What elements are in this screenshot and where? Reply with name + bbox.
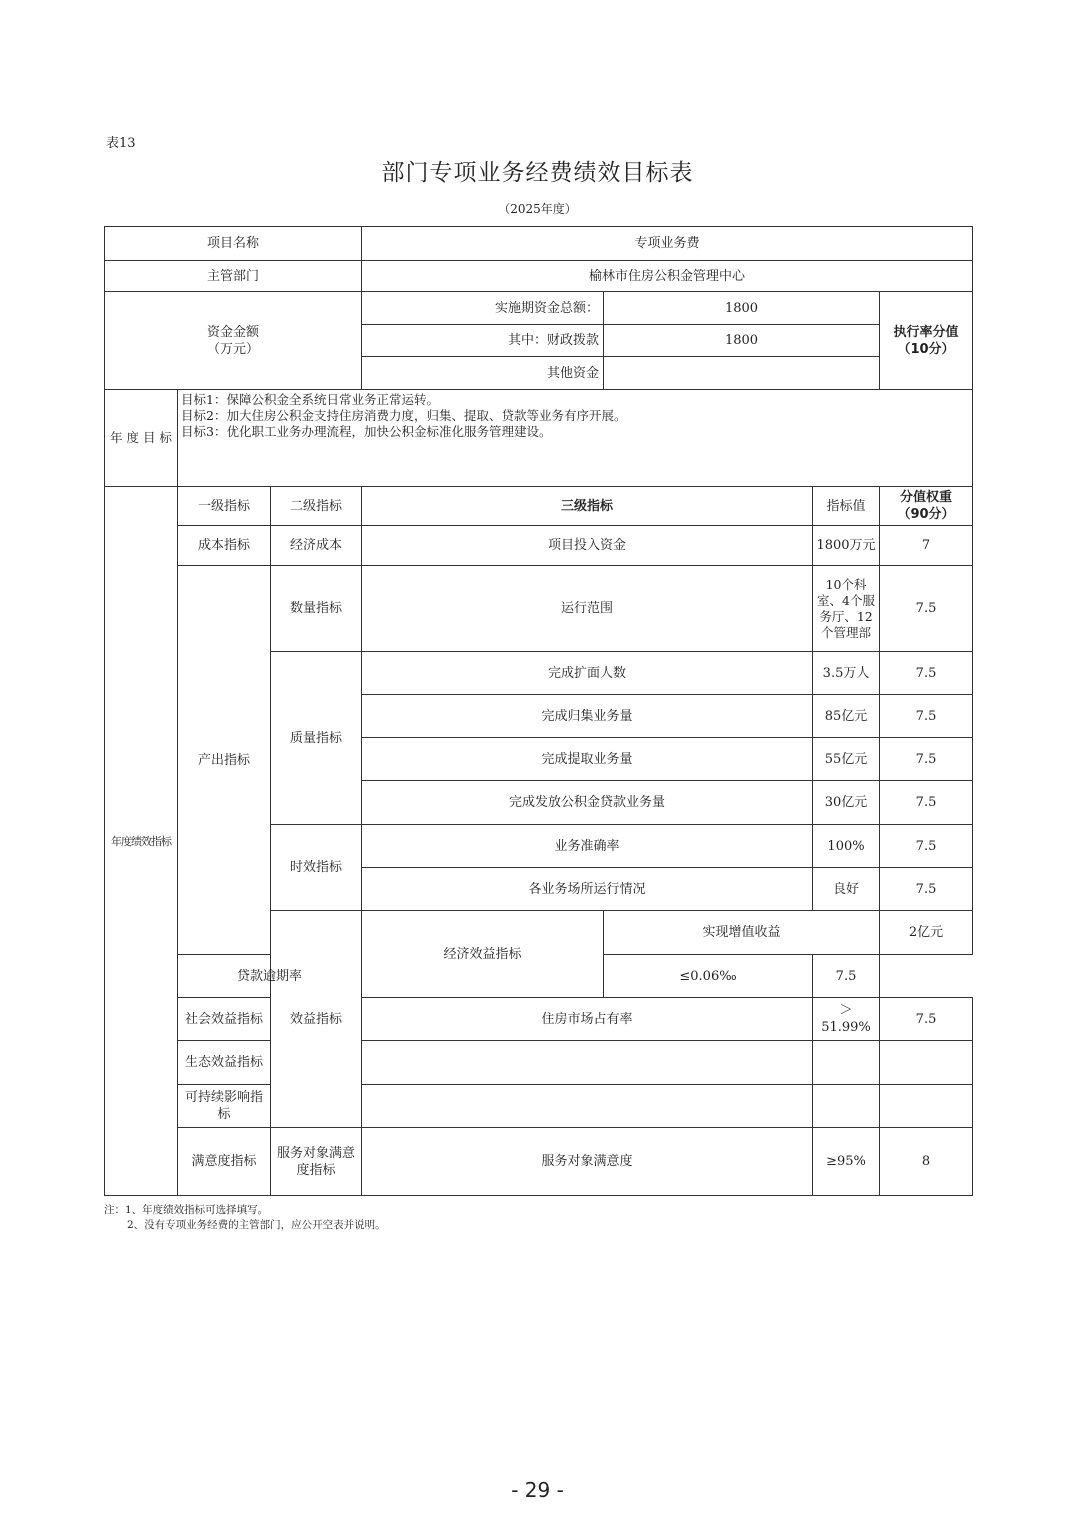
indicator-name: 完成发放公积金贷款业务量: [362, 781, 813, 825]
table-number-label: 表13: [106, 136, 136, 151]
project-name-value: 专项业务费: [362, 227, 973, 261]
indicator-weight: 7.5: [880, 868, 973, 911]
execution-rate-score-line1: 执行率分值: [893, 324, 959, 340]
project-name-label: 项目名称: [105, 227, 362, 261]
indicator-name: 完成归集业务量: [362, 695, 813, 738]
funds-fiscal-label: 其中：财政拨款: [362, 325, 604, 357]
level1-benefit: 效益指标: [271, 911, 362, 1128]
funds-label-line1: 资金金额: [207, 324, 260, 340]
project-name-row: [105, 227, 973, 261]
indicator-weight: [880, 1041, 973, 1085]
table-row: [105, 1128, 973, 1196]
annual-goals-row: [105, 390, 973, 487]
indicator-weight: 7.5: [880, 695, 973, 738]
execution-rate-score-line2: （10分）: [897, 341, 955, 357]
level2-service-satisfaction: 服务对象满意度指标: [271, 1128, 362, 1196]
indicator-value: [813, 1085, 880, 1128]
indicator-weight: 8: [880, 1128, 973, 1196]
indicator-value: [813, 1041, 880, 1085]
indicator-value: 2亿元: [880, 911, 973, 955]
level2-economic-benefit: 经济效益指标: [362, 911, 604, 998]
note-line-2: 2、没有专项业务经费的主管部门，应公开空表并说明。: [127, 1219, 386, 1231]
indicator-weight: 7.5: [880, 738, 973, 781]
indicator-value: ＞51.99%: [813, 998, 880, 1041]
level1-satisfaction: 满意度指标: [178, 1128, 271, 1196]
funds-fiscal-value: 1800: [604, 325, 880, 357]
header-level2: 二级指标: [271, 487, 362, 526]
indicator-name: 住房市场占有率: [362, 998, 813, 1041]
indicator-weight: 7.5: [880, 998, 973, 1041]
table-row: [105, 1085, 973, 1128]
indicator-name: 完成扩面人数: [362, 652, 813, 695]
funds-other-value: [604, 357, 880, 390]
execution-rate-score: [880, 292, 973, 390]
header-value: 指标值: [813, 487, 880, 526]
indicator-name: 项目投入资金: [362, 526, 813, 566]
department-row: [105, 261, 973, 292]
header-level1: 一级指标: [178, 487, 271, 526]
indicator-value: 85亿元: [813, 695, 880, 738]
level2-eco-benefit: 生态效益指标: [178, 1041, 271, 1085]
header-weight: [880, 487, 973, 526]
level2-sustainable: 可持续影响指标: [178, 1085, 271, 1128]
annual-goals-text: [178, 390, 973, 487]
department-label: 主管部门: [105, 261, 362, 292]
table-row: [105, 1041, 973, 1085]
indicator-value: 良好: [813, 868, 880, 911]
funds-total-value: 1800: [604, 292, 880, 325]
page-title: 部门专项业务经费绩效目标表: [381, 160, 694, 186]
department-value: 榆林市住房公积金管理中心: [362, 261, 973, 292]
header-weight-line1: 分值权重: [900, 490, 953, 505]
annual-goal-3: 目标3：优化职工业务办理流程，加快公积金标准化服务管理建设。: [181, 424, 552, 439]
indicator-name: 服务对象满意度: [362, 1128, 813, 1196]
funds-label: [105, 292, 362, 390]
note-line-1: 注：1、年度绩效指标可选择填写。: [104, 1204, 269, 1216]
indicator-weight: 7.5: [813, 955, 880, 998]
header-level3: 三级指标: [362, 487, 813, 526]
performance-goal-table: [104, 226, 973, 1196]
fiscal-year: （2025年度）: [498, 202, 577, 216]
indicator-weight: 7.5: [880, 781, 973, 825]
level2-timeliness: 时效指标: [271, 825, 362, 911]
indicator-value: ≤0.06‰: [604, 955, 813, 998]
level1-output: 产出指标: [178, 566, 271, 955]
annual-goals-label: 年 度 目 标: [105, 390, 178, 487]
indicator-name: 运行范围: [362, 566, 813, 652]
indicator-value: ≥95%: [813, 1128, 880, 1196]
indicator-weight: 7: [880, 526, 973, 566]
indicator-weight: 7.5: [880, 566, 973, 652]
level1-cost: 成本指标: [178, 526, 271, 566]
funds-total-label: 实施期资金总额：: [362, 292, 604, 325]
indicator-name: 贷款逾期率: [178, 955, 362, 998]
indicator-value: 100%: [813, 825, 880, 868]
indicator-weight: 7.5: [880, 825, 973, 868]
funds-label-line2: （万元）: [207, 341, 260, 357]
indicator-name: 完成提取业务量: [362, 738, 813, 781]
level2-quantity: 数量指标: [271, 566, 362, 652]
level2-quality: 质量指标: [271, 652, 362, 825]
funds-other-label: 其他资金: [362, 357, 604, 390]
indicator-value: 30亿元: [813, 781, 880, 825]
indicator-name: 各业务场所运行情况: [362, 868, 813, 911]
indicator-weight: [880, 1085, 973, 1128]
annual-indicators-label: 年度绩效指标: [105, 487, 178, 1196]
table-row: [105, 526, 973, 566]
indicator-header-row: [105, 487, 973, 526]
indicator-value: 10个科室、4个服务厅、12个管理部: [813, 566, 880, 652]
indicator-name: 业务准确率: [362, 825, 813, 868]
header-weight-line2: （90分）: [897, 507, 955, 522]
indicator-weight: 7.5: [880, 652, 973, 695]
indicator-value: 1800万元: [813, 526, 880, 566]
page-number: - 29 -: [511, 1478, 564, 1502]
indicator-value: 3.5万人: [813, 652, 880, 695]
indicator-name: 实现增值收益: [604, 911, 880, 955]
level2-economic-cost: 经济成本: [271, 526, 362, 566]
funds-total-row: [105, 292, 973, 325]
table-notes: [104, 1203, 386, 1233]
annual-goal-1: 目标1：保障公积金全系统日常业务正常运转。: [181, 392, 439, 407]
level2-social-benefit: 社会效益指标: [178, 998, 271, 1041]
table-row: [105, 566, 973, 652]
table-row: [105, 998, 973, 1041]
annual-goal-2: 目标2：加大住房公积金支持住房消费力度，归集、提取、贷款等业务有序开展。: [181, 408, 627, 423]
indicator-name: [362, 1041, 813, 1085]
indicator-value: 55亿元: [813, 738, 880, 781]
indicator-name: [362, 1085, 813, 1128]
